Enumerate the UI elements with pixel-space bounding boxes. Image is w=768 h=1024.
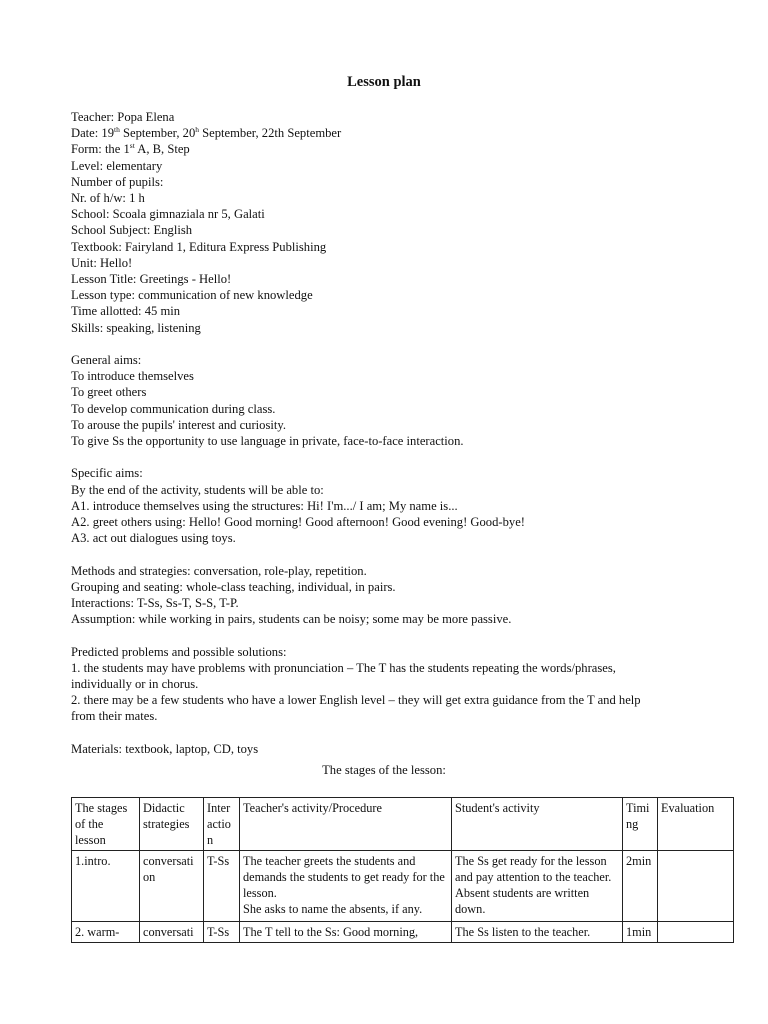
problem-1-line-1: 1. the students may have problems with pronunciation – The T has the students repeating the words/phrases, [71, 660, 616, 675]
evaluation-cell [658, 851, 734, 922]
problem-1-line-2: individually or in chorus. [71, 677, 199, 692]
header-cell: Student's activity [452, 798, 623, 851]
strategy-cell: conversati on [140, 851, 204, 922]
problem-2-line-2: from their mates. [71, 709, 158, 724]
grouping-line: Grouping and seating: whole-class teaching, individual, in pairs. [71, 579, 396, 594]
general-aims-heading: General aims: [71, 353, 142, 368]
specific-aim-item: A1. introduce themselves using the structures: Hi! I'm.../ I am; My name is... [71, 498, 458, 513]
methods-line: Methods and strategies: conversation, role-play, repetition. [71, 563, 367, 578]
lesson-title-line: Lesson Title: Greetings - Hello! [71, 272, 232, 287]
header-cell: Inter actio n [204, 798, 240, 851]
teacher-line: Teacher: Popa Elena [71, 110, 175, 124]
general-aim-item: To give Ss the opportunity to use language in private, face-to-face interaction. [71, 434, 464, 449]
teacher-activity-text: The teacher greets the students and demands the students to get ready for the lesson. [243, 854, 445, 900]
specific-aim-item: A3. act out dialogues using toys. [71, 531, 236, 546]
general-aim-item: To greet others [71, 385, 147, 400]
form-line: Form: the 1st A, B, Step [71, 141, 190, 157]
strategy-cell: conversati [140, 922, 204, 943]
problems-heading: Predicted problems and possible solutions: [71, 644, 287, 659]
specific-aim-item: A2. greet others using: Hello! Good morning! Good afternoon! Good evening! Good-bye! [71, 515, 525, 530]
teacher-activity-cell [240, 851, 452, 922]
problem-2-line-1: 2. there may be a few students who have a lower English level – they will get extra guidance from the T and help [71, 693, 641, 708]
date-line: Date: 19th September, 20$^h$ September, 22th September [71, 125, 342, 141]
unit-line: Unit: Hello! [71, 255, 133, 270]
specific-aims-heading: Specific aims: [71, 466, 143, 481]
student-activity-cell: The Ss get ready for the lesson and pay attention to the teacher. Absent students are written down. [452, 851, 623, 922]
stage-cell: 1.intro. [72, 851, 140, 922]
stage-cell: 2. warm- [72, 922, 140, 943]
table-header-row [72, 798, 734, 851]
skills-line: Skills: speaking, listening [71, 320, 201, 335]
header-cell: The stages of the lesson [72, 798, 140, 851]
header-cell: Timi ng [623, 798, 658, 851]
hours-line: Nr. of h/w: 1 h [71, 191, 145, 206]
evaluation-cell [658, 922, 734, 943]
teacher-activity-cell: The T tell to the Ss: Good morning, [240, 922, 452, 943]
table-row [72, 922, 734, 943]
subject-line: School Subject: English [71, 223, 193, 238]
timing-cell: 1min [623, 922, 658, 943]
interactions-line: Interactions: T-Ss, Ss-T, S-S, T-P. [71, 596, 239, 611]
student-activity-cell: The Ss listen to the teacher. [452, 922, 623, 943]
lesson-stages-table [71, 797, 734, 943]
header-cell: Didactic strategies [140, 798, 204, 851]
document-title: Lesson plan [347, 74, 421, 90]
specific-aims-intro: By the end of the activity, students will be able to: [71, 482, 324, 497]
general-aim-item: To develop communication during class. [71, 401, 276, 416]
level-line: Level: elementary [71, 158, 163, 173]
table-row [72, 851, 734, 922]
time-line: Time allotted: 45 min [71, 304, 181, 319]
assumption-line: Assumption: while working in pairs, students can be noisy; some may be more passive. [71, 612, 512, 627]
lesson-header-block [71, 109, 711, 757]
school-line: School: Scoala gimnaziala nr 5, Galati [71, 207, 265, 222]
materials-line: Materials: textbook, laptop, CD, toys [71, 741, 259, 756]
teacher-activity-extra: She asks to name the absents, if any. [243, 902, 423, 916]
textbook-line: Textbook: Fairyland 1, Editura Express Publishing [71, 239, 327, 254]
header-cell: Evaluation [658, 798, 734, 851]
general-aim-item: To arouse the pupils' interest and curiosity. [71, 417, 286, 432]
stages-caption: The stages of the lesson: [322, 763, 446, 777]
general-aim-item: To introduce themselves [71, 369, 194, 384]
interaction-cell: T-Ss [204, 922, 240, 943]
lesson-type-line: Lesson type: communication of new knowledge [71, 288, 313, 303]
pupils-line: Number of pupils: [71, 174, 164, 189]
interaction-cell: T-Ss [204, 851, 240, 922]
header-cell: Teacher's activity/Procedure [240, 798, 452, 851]
timing-cell: 2min [623, 851, 658, 922]
